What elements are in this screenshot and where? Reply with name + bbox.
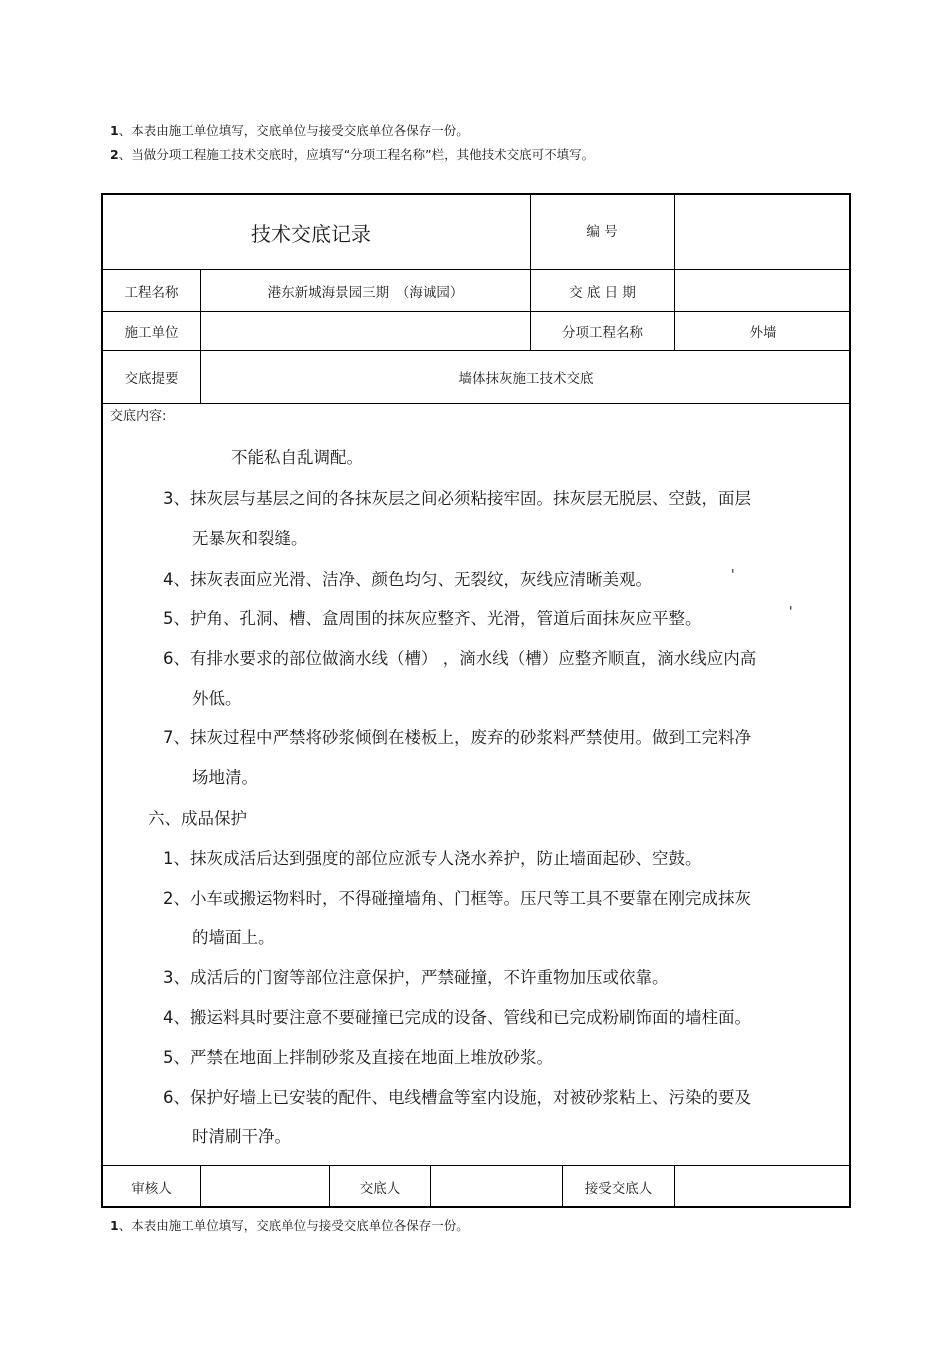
note-2: 2、当做分项工程施工技术交底时，应填写“分项工程名称”栏，其他技术交底可不填写。 (110, 147, 595, 162)
number-field[interactable] (675, 195, 851, 269)
summary-value: 墙体抹灰施工技术交底 (458, 371, 594, 387)
content-line: 的墙面上。 (192, 928, 275, 947)
receiver-field[interactable] (675, 1166, 851, 1208)
content-line: 6、有排水要求的部位做滴水线（槽） ，滴水线（槽）应整齐顺直，滴水线应内高 (163, 649, 757, 668)
reviewer-field[interactable] (201, 1166, 329, 1208)
summary-label: 交底提要 (124, 371, 179, 387)
content-line: 6、保护好墙上已安装的配件、电线槽盒等室内设施，对被砂浆粘上、污染的要及 (163, 1088, 751, 1107)
content-line: 3、抹灰层与基层之间的各抹灰层之间必须粘接牢固。抹灰层无脱层、空鼓，面层 (163, 489, 751, 508)
date-label: 交 底 日 期 (569, 284, 636, 301)
discloser-field[interactable] (431, 1166, 562, 1208)
note-bottom-1: 1、本表由施工单位填写，交底单位与接受交底单位各保存一份。 (110, 1218, 469, 1233)
project-label: 工程名称 (124, 284, 179, 301)
content-line: 不能私自乱调配。 (231, 448, 363, 467)
discloser-label: 交底人 (359, 1181, 401, 1197)
contractor-field[interactable] (201, 312, 530, 350)
content-line: 时清刷干净。 (192, 1127, 291, 1146)
date-field[interactable] (675, 270, 851, 311)
contractor-label: 施工单位 (124, 325, 179, 341)
note-1: 1、本表由施工单位填写，交底单位与接受交底单位各保存一份。 (110, 123, 469, 138)
stray-mark: ' (731, 568, 735, 583)
content-line: 无暴灰和裂缝。 (192, 529, 308, 548)
content-line: 外低。 (192, 689, 242, 708)
stray-mark: ' (789, 605, 793, 620)
disclosure-form (101, 193, 851, 1208)
subproject-label: 分项工程名称 (562, 325, 643, 341)
content-line: 7、抹灰过程中严禁将砂浆倾倒在楼板上，废弃的砂浆料严禁使用。做到工完料净 (163, 728, 751, 747)
content-line: 5、护角、孔洞、槽、盒周围的抹灰应整齐、光滑，管道后面抹灰应平整。 (163, 609, 702, 628)
subproject-value: 外墙 (749, 325, 777, 341)
content-label: 交底内容: (110, 409, 167, 424)
content-line: 4、抹灰表面应光滑、洁净、颜色均匀、无裂纹，灰线应清晰美观。 (163, 570, 652, 589)
content-line: 2、小车或搬运物料时，不得碰撞墙角、门框等。压尺等工具不要靠在刚完成抹灰 (163, 889, 751, 908)
project-value: 港东新城海景园三期 （海诚园） (267, 284, 464, 301)
content-line: 3、成活后的门窗等部位注意保护，严禁碰撞，不许重物加压或依靠。 (163, 968, 669, 987)
section-heading: 六、成品保护 (148, 809, 247, 828)
number-label: 编 号 (586, 224, 618, 240)
content-line: 5、严禁在地面上拌制砂浆及直接在地面上堆放砂浆。 (163, 1048, 553, 1067)
receiver-label: 接受交底人 (584, 1181, 653, 1197)
content-line: 1、抹灰成活后达到强度的部位应派专人浇水养护，防止墙面起砂、空鼓。 (163, 849, 702, 868)
reviewer-label: 审核人 (131, 1181, 172, 1197)
form-title: 技术交底记录 (251, 221, 371, 246)
content-line: 4、搬运料具时要注意不要碰撞已完成的设备、管线和已完成粉刷饰面的墙柱面。 (163, 1008, 751, 1027)
content-line: 场地清。 (192, 768, 258, 787)
